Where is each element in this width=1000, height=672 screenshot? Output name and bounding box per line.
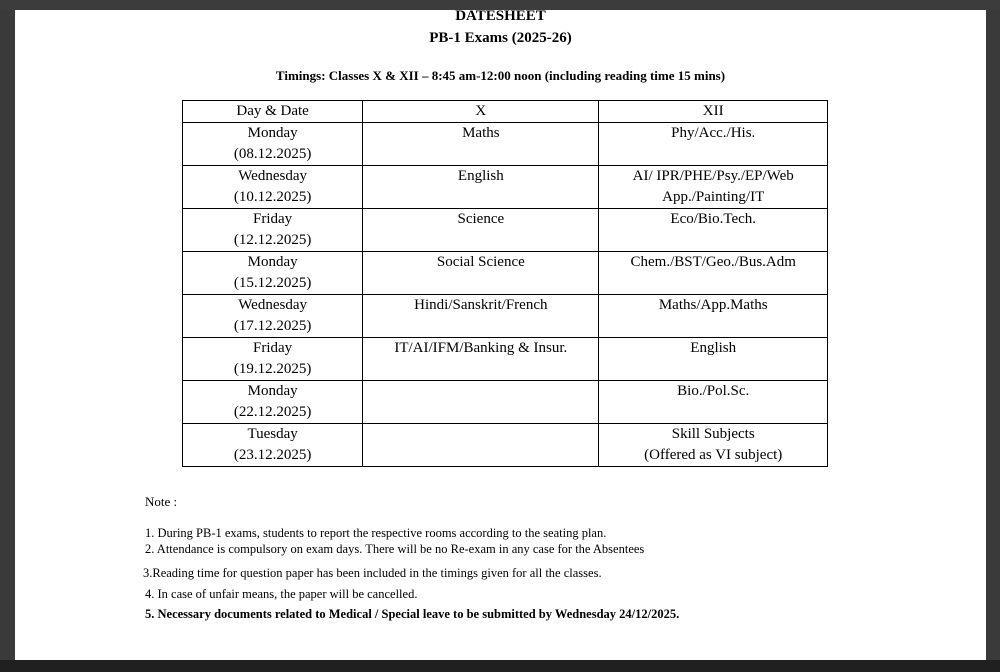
class-x-subject: Social Science [363,252,599,295]
day-name: Monday [247,254,298,270]
day-date-cell [183,424,363,467]
exam-date: (22.12.2025) [233,404,312,420]
timings-line: Timings: Classes X & XII – 8:45 am-12:00 noon (including reading time 15 mins) [275,68,726,83]
class-xii-cell [599,295,828,338]
day-date-cell [183,166,363,209]
class-xii-cell [599,209,828,252]
table-row [183,338,828,381]
exam-date: (17.12.2025) [233,318,312,334]
note-item: 3.Reading time for question paper has been included in the timings given for all the classes. [143,566,602,580]
exam-date: (19.12.2025) [233,361,312,377]
class-xii-subject: Eco/Bio.Tech. [670,211,757,227]
day-date-cell [183,123,363,166]
day-date-cell [183,209,363,252]
document-subtitle: PB-1 Exams (2025-26) [429,30,572,46]
day-date-cell [183,338,363,381]
class-x-subject: Science [363,209,599,252]
class-xii-cell [599,424,828,467]
note-item: 4. In case of unfair means, the paper will be cancelled. [145,587,418,601]
note-label: Note : [145,494,178,509]
table-row [183,123,828,166]
day-name: Monday [247,125,298,141]
day-name: Friday [253,211,293,227]
note-item: 5. Necessary documents related to Medical / Special leave to be submitted by Wednesday 24/12/2025. [145,607,680,621]
class-x-subject: Maths [363,123,599,166]
note-item: 2. Attendance is compulsory on exam days. There will be no Re-exam in any case for the Absentees [145,542,645,556]
class-xii-subject-cont: App./Painting/IT [662,189,765,205]
class-xii-subject: English [690,340,737,356]
class-xii-subject: Maths/App.Maths [658,297,768,313]
document-page [15,10,986,660]
class-xii-cell [599,166,828,209]
class-xii-cell [599,252,828,295]
header-day-date: Day & Date [183,101,363,123]
day-name: Tuesday [247,426,298,442]
class-xii-cell [599,123,828,166]
exam-date: (12.12.2025) [233,232,312,248]
day-date-cell [183,295,363,338]
class-x-subject: IT/AI/IFM/Banking & Insur. [363,338,599,381]
table-row [183,209,828,252]
table-header-row [183,101,828,123]
class-xii-subject: Bio./Pol.Sc. [677,383,750,399]
class-xii-cell [599,338,828,381]
exam-date: (08.12.2025) [233,146,312,162]
table-row [183,252,828,295]
class-x-subject: Hindi/Sanskrit/French [363,295,599,338]
class-x-subject: English [363,166,599,209]
class-xii-cell [599,381,828,424]
class-xii-subject: AI/ IPR/PHE/Psy./EP/Web [632,168,794,184]
day-name: Wednesday [238,297,307,313]
class-xii-subject: Skill Subjects [671,426,755,442]
class-x-subject [363,424,599,467]
class-x-subject [363,381,599,424]
table-row [183,381,828,424]
table-row [183,424,828,467]
day-date-cell [183,381,363,424]
day-date-cell [183,252,363,295]
taskbar [0,660,1000,672]
header-class-x: X [363,101,599,123]
table-row [183,295,828,338]
exam-date: (23.12.2025) [233,447,312,463]
table-row [183,166,828,209]
day-name: Wednesday [238,168,307,184]
document-title: DATESHEET [455,8,546,24]
datesheet-table [182,100,828,467]
class-xii-subject: Phy/Acc./His. [671,125,756,141]
exam-date: (15.12.2025) [233,275,312,291]
class-xii-subject: Chem./BST/Geo./Bus.Adm [630,254,796,270]
note-item: 1. During PB-1 exams, students to report the respective rooms according to the seating plan. [145,526,607,540]
day-name: Friday [253,340,293,356]
day-name: Monday [247,383,298,399]
header-class-xii: XII [599,101,828,123]
class-xii-subject-cont: (Offered as VI subject) [644,447,783,463]
exam-date: (10.12.2025) [233,189,312,205]
